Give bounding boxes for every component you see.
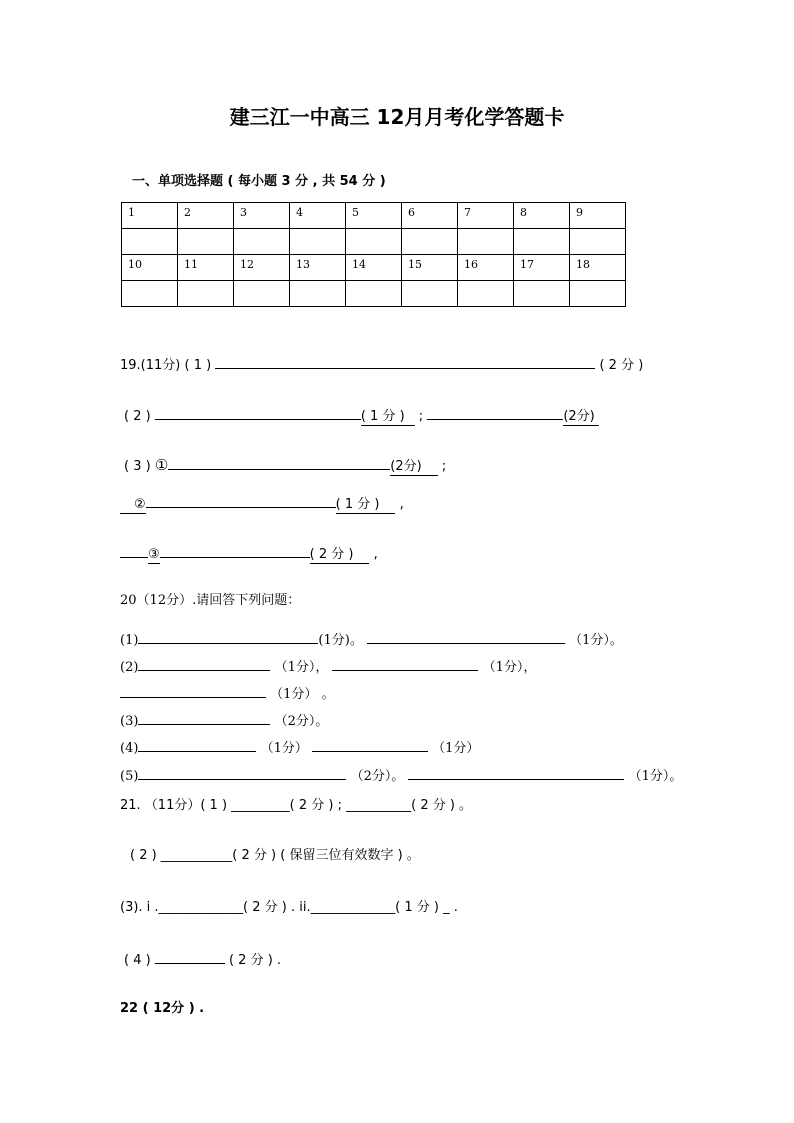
grid-answer-cell[interactable] bbox=[290, 281, 346, 307]
q19-3c-points: ( 2 分 ) bbox=[310, 547, 370, 564]
q20-3-label: (3) bbox=[120, 714, 139, 729]
q20-1-label: (1) bbox=[120, 633, 139, 648]
section-heading-multiple-choice: 一、单项选择题 ( 每小题 3 分 , 共 54 分 ) bbox=[132, 174, 386, 189]
q20-1a-points: (1分)。 bbox=[318, 633, 363, 648]
q20-4a-points: （1分） bbox=[260, 741, 308, 756]
q19-1-points: ( 2 分 ) bbox=[599, 358, 644, 373]
q19-3c-lead-blank[interactable] bbox=[120, 544, 148, 558]
grid-answer-cell[interactable] bbox=[178, 281, 234, 307]
q20-line-1 bbox=[120, 630, 623, 649]
grid-answer-cell[interactable] bbox=[514, 229, 570, 255]
q21-line-4 bbox=[124, 950, 281, 969]
q20-4b-answer-blank[interactable] bbox=[312, 738, 428, 752]
page-title: 建三江一中高三 12月月考化学答题卡 bbox=[229, 105, 565, 129]
q20-2a-answer-blank[interactable] bbox=[138, 657, 270, 671]
grid-answer-row bbox=[122, 229, 626, 255]
q19-3-label: ( 3 ) bbox=[124, 459, 151, 474]
q19-3b-points: ( 1 分 ) bbox=[336, 497, 396, 514]
grid-cell-number: 4 bbox=[290, 203, 346, 229]
q20-line-4 bbox=[120, 738, 479, 757]
q19-3a-points: (2分) bbox=[390, 459, 437, 476]
q20-2b-answer-blank[interactable] bbox=[332, 657, 478, 671]
q21-4-label: ( 4 ) bbox=[124, 953, 151, 968]
q19-2a-answer-blank[interactable] bbox=[155, 406, 361, 420]
grid-answer-cell[interactable] bbox=[122, 281, 178, 307]
grid-number-row bbox=[122, 255, 626, 281]
q21-4-points: ( 2 分 ) . bbox=[228, 953, 282, 968]
grid-cell-number: 3 bbox=[234, 203, 290, 229]
grid-cell-number: 6 bbox=[402, 203, 458, 229]
grid-answer-cell[interactable] bbox=[346, 229, 402, 255]
grid-cell-number: 5 bbox=[346, 203, 402, 229]
q20-2-label: (2) bbox=[120, 660, 139, 675]
q21-line-1: 21. （11分）( 1 ) _________( 2 分 ) ; __________( 2 分 ) 。 bbox=[120, 798, 473, 813]
q21-line-2: ( 2 ) ___________( 2 分 ) ( 保留三位有效数字 ) 。 bbox=[130, 848, 420, 863]
q20-2a-points: （1分）， bbox=[274, 660, 329, 675]
grid-cell-number: 2 bbox=[178, 203, 234, 229]
q19-2a-points: ( 1 分 ) bbox=[361, 409, 415, 426]
q20-line-3 bbox=[120, 711, 328, 730]
grid-cell-number: 18 bbox=[570, 255, 626, 281]
q19-2b-points: (2分) bbox=[563, 409, 598, 426]
q20-4a-answer-blank[interactable] bbox=[138, 738, 256, 752]
grid-answer-cell[interactable] bbox=[402, 229, 458, 255]
q19-line-2 bbox=[124, 406, 599, 426]
circled-three: ③ bbox=[148, 547, 160, 562]
grid-answer-cell[interactable] bbox=[178, 229, 234, 255]
q22-heading: 22 ( 12分 ) . bbox=[120, 1001, 205, 1016]
q19-comma: , bbox=[399, 497, 404, 512]
q20-2c-points: （1分） 。 bbox=[270, 687, 335, 702]
q20-5a-answer-blank[interactable] bbox=[138, 766, 346, 780]
grid-answer-cell[interactable] bbox=[346, 281, 402, 307]
grid-cell-number: 14 bbox=[346, 255, 402, 281]
grid-number-row bbox=[122, 203, 626, 229]
grid-answer-cell[interactable] bbox=[290, 229, 346, 255]
grid-cell-number: 8 bbox=[514, 203, 570, 229]
grid-cell-number: 17 bbox=[514, 255, 570, 281]
grid-cell-number: 15 bbox=[402, 255, 458, 281]
q19-semicolon-2: ; bbox=[441, 459, 447, 474]
grid-answer-cell[interactable] bbox=[570, 281, 626, 307]
q19-comma-2: , bbox=[373, 547, 378, 562]
q20-4-label: (4) bbox=[120, 741, 139, 756]
q20-line-2 bbox=[120, 657, 536, 676]
grid-answer-row bbox=[122, 281, 626, 307]
grid-cell-number: 9 bbox=[570, 203, 626, 229]
q21-4-answer-blank[interactable] bbox=[155, 950, 225, 964]
grid-answer-cell[interactable] bbox=[570, 229, 626, 255]
grid-cell-number: 13 bbox=[290, 255, 346, 281]
q20-1b-points: （1分）。 bbox=[569, 633, 623, 648]
grid-answer-cell[interactable] bbox=[458, 281, 514, 307]
q20-5b-answer-blank[interactable] bbox=[408, 766, 624, 780]
q20-2b-points: （1分）， bbox=[482, 660, 537, 675]
grid-cell-number: 11 bbox=[178, 255, 234, 281]
q20-5-label: (5) bbox=[120, 769, 139, 784]
q20-5a-points: （2分）。 bbox=[350, 769, 405, 784]
q19-line-4 bbox=[120, 494, 404, 514]
grid-answer-cell[interactable] bbox=[234, 281, 290, 307]
q19-1-answer-blank[interactable] bbox=[215, 355, 595, 369]
circled-one: ① bbox=[154, 456, 169, 474]
grid-cell-number: 7 bbox=[458, 203, 514, 229]
q19-line-5 bbox=[120, 544, 378, 564]
q19-3a-answer-blank[interactable] bbox=[168, 456, 390, 470]
answer-grid bbox=[121, 202, 626, 307]
grid-answer-cell[interactable] bbox=[402, 281, 458, 307]
grid-answer-cell[interactable] bbox=[458, 229, 514, 255]
q20-4b-points: （1分） bbox=[432, 741, 480, 756]
q19-3b-answer-blank[interactable] bbox=[146, 494, 336, 508]
grid-answer-cell[interactable] bbox=[122, 229, 178, 255]
q19-2b-answer-blank[interactable] bbox=[427, 406, 563, 420]
grid-cell-number: 1 bbox=[122, 203, 178, 229]
q19-heading: 19.(11分) ( 1 ) bbox=[120, 358, 212, 373]
q21-line-3: (3). i ._____________( 2 分 ) . ii._____________( 1 分 ) _ . bbox=[120, 900, 458, 915]
q19-3c-answer-blank[interactable] bbox=[160, 544, 310, 558]
q20-1b-answer-blank[interactable] bbox=[367, 630, 565, 644]
q19-line-1 bbox=[120, 355, 643, 374]
q20-1a-answer-blank[interactable] bbox=[138, 630, 318, 644]
q20-3-points: （2分）。 bbox=[274, 714, 329, 729]
grid-cell-number: 16 bbox=[458, 255, 514, 281]
grid-cell-number: 10 bbox=[122, 255, 178, 281]
q20-line-2-cont bbox=[120, 684, 335, 703]
grid-answer-cell[interactable] bbox=[234, 229, 290, 255]
q20-line-5 bbox=[120, 766, 682, 785]
q20-5b-points: （1分）。 bbox=[628, 769, 683, 784]
q19-semicolon: ; bbox=[418, 409, 424, 424]
circled-two: ② bbox=[120, 497, 146, 514]
q20-3-answer-blank[interactable] bbox=[138, 711, 270, 725]
q20-heading: 20（12分）.请回答下列问题： bbox=[120, 593, 301, 608]
grid-cell-number: 12 bbox=[234, 255, 290, 281]
q19-2-label: ( 2 ) bbox=[124, 409, 151, 424]
q20-2c-answer-blank[interactable] bbox=[120, 684, 266, 698]
grid-answer-cell[interactable] bbox=[514, 281, 570, 307]
q19-line-3 bbox=[124, 456, 446, 476]
